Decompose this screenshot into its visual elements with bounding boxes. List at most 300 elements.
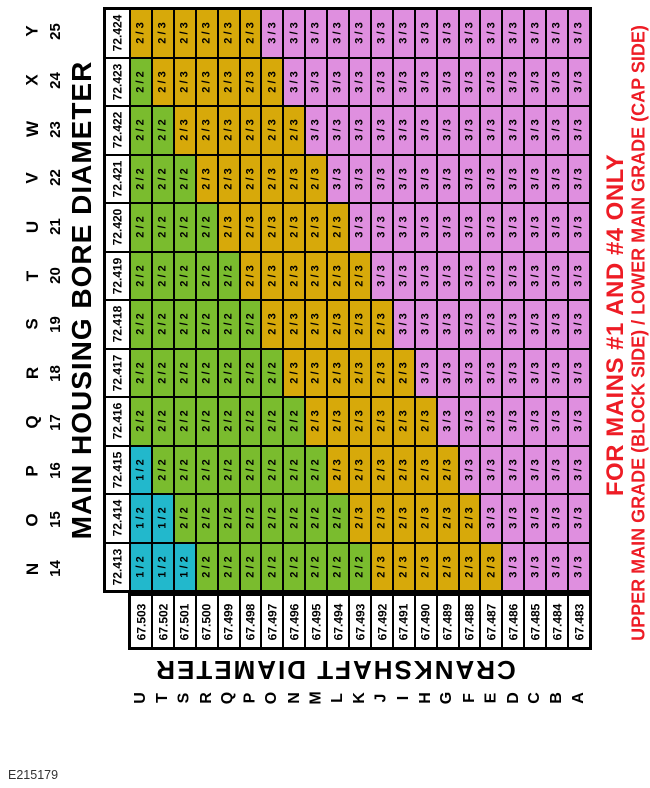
grade-cell-r6-c8-text: 2 / 3 [310,313,323,335]
grade-cell-r6-c17-text: 3 / 3 [507,313,520,335]
grade-cell-r9-c7-text: 2 / 2 [288,459,301,481]
crank-value-67.491-text: 67.491 [396,603,411,640]
grade-cell-r5-c11 [371,252,393,301]
grade-cell-r9-c10 [349,446,371,495]
grade-cell-r9-c11 [371,446,393,495]
bore-value-r8 [105,397,130,446]
bore-number-25 [42,7,68,56]
grade-cell-r4-c5-text: 2 / 3 [244,216,257,238]
grade-cell-r10-c10 [349,494,371,543]
grade-cell-r4-c20-text: 3 / 3 [573,216,586,238]
bore-value-r3-text: 72.421 [110,160,125,198]
crank-value-67.499-text: 67.499 [221,603,236,640]
grade-cell-r3-c20 [568,155,590,204]
grade-cell-r6-c19-text: 3 / 3 [551,313,564,335]
grade-cell-r0-c7-text: 3 / 3 [288,22,301,44]
grade-cell-r0-c20 [568,9,590,58]
grade-cell-r10-c16 [480,494,502,543]
bore-number-17 [42,398,68,447]
grade-cell-r6-c17 [502,300,524,349]
grade-cell-r4-c13-text: 3 / 3 [419,216,432,238]
crank-letter-H-text: H [416,692,434,704]
grade-cell-r10-c20 [568,494,590,543]
grade-cell-r5-c3 [196,252,218,301]
crank-letter-L-text: L [329,693,347,703]
grade-cell-r6-c18 [524,300,546,349]
grade-cell-r6-c16-text: 3 / 3 [485,313,498,335]
bore-letter-T-text: T [22,270,42,281]
crankshaft-letter-row [130,684,590,712]
grade-cell-r6-c8 [305,300,327,349]
grade-cell-r4-c9-text: 2 / 3 [332,216,345,238]
crank-value-67.492-text: 67.492 [374,603,389,640]
grade-cell-r5-c12-text: 3 / 3 [397,265,410,287]
grade-cell-r9-c18-text: 3 / 3 [529,459,542,481]
grade-cell-r8-c14-text: 3 / 3 [441,410,454,432]
grade-cell-r9-c19-text: 3 / 3 [551,459,564,481]
grade-cell-r5-c18-text: 3 / 3 [529,265,542,287]
grade-cell-r4-c15 [459,203,481,252]
grade-cell-r3-c7 [283,155,305,204]
grade-cell-r8-c4 [218,397,240,446]
bore-number-23 [42,105,68,154]
grade-cell-r5-c8-text: 2 / 3 [310,265,323,287]
grade-cell-r0-c12 [393,9,415,58]
grade-cell-r11-c9-text: 2 / 2 [332,556,345,578]
grade-cell-r9-c20 [568,446,590,495]
grade-cell-r11-c18 [524,543,546,592]
grade-cell-r3-c4-text: 2 / 3 [222,168,235,190]
grade-cell-r7-c12-text: 2 / 3 [397,362,410,384]
figure-id-label: E215179 [8,768,59,782]
grade-cell-r1-c14 [437,58,459,107]
grade-cell-r9-c5 [240,446,262,495]
grade-cell-r5-c11-text: 3 / 3 [375,265,388,287]
crank-value-67.490 [415,595,437,648]
grade-cell-r2-c3 [196,106,218,155]
grade-cell-r7-c0 [130,349,152,398]
grade-cell-r3-c18 [524,155,546,204]
grade-cell-r6-c2-text: 2 / 2 [178,313,191,335]
grade-cell-r4-c10-text: 3 / 3 [354,216,366,238]
grade-cell-r10-c8 [305,494,327,543]
grade-cell-r7-c19-text: 3 / 3 [551,362,564,384]
grade-cell-r2-c12-text: 3 / 3 [397,119,410,141]
grade-cell-r0-c5 [240,9,262,58]
grade-cell-r7-c20-text: 3 / 3 [573,362,586,384]
grade-cell-r0-c10 [349,9,371,58]
grade-cell-r11-c8 [305,543,327,592]
grade-cell-r9-c1-text: 2 / 2 [156,459,169,481]
grade-cell-r2-c19-text: 3 / 3 [551,119,564,141]
crank-value-67.490-text: 67.490 [418,603,433,640]
grade-cell-r2-c16-text: 3 / 3 [485,119,498,141]
grade-cell-r5-c6-text: 2 / 3 [266,265,279,287]
bore-value-r6-text: 72.418 [110,305,125,343]
bore-value-r0 [105,9,130,58]
grade-cell-r5-c5-text: 2 / 3 [244,265,257,287]
grade-cell-r5-c9 [327,252,349,301]
crank-value-67.491 [393,595,415,648]
grade-cell-r0-c17-text: 3 / 3 [507,22,520,44]
grade-cell-r7-c1-text: 2 / 2 [156,362,169,384]
grade-cell-r8-c2-text: 2 / 2 [178,410,191,432]
grade-cell-r2-c2 [174,106,196,155]
grade-cell-r9-c17 [502,446,524,495]
grade-cell-r9-c9-text: 2 / 3 [332,459,345,481]
grade-cell-r11-c3-text: 2 / 2 [200,556,213,578]
grade-cell-r3-c3 [196,155,218,204]
grade-cell-r7-c5-text: 2 / 2 [244,362,257,384]
grade-cell-r1-c0-text: 2 / 2 [134,71,147,93]
bore-value-r3 [105,155,130,204]
grade-cell-r5-c7-text: 2 / 3 [288,265,301,287]
grade-cell-r2-c3-text: 2 / 3 [200,119,213,141]
bore-value-r11 [105,543,130,592]
grade-cell-r1-c1 [152,58,174,107]
grade-cell-r3-c13-text: 3 / 3 [419,168,432,190]
grade-cell-r10-c6-text: 2 / 2 [266,507,279,529]
grade-cell-r6-c3 [196,300,218,349]
grade-cell-r4-c19-text: 3 / 3 [551,216,564,238]
grade-cell-r11-c3 [196,543,218,592]
grade-cell-r10-c17 [502,494,524,543]
grade-cell-r4-c8-text: 2 / 3 [310,216,323,238]
grade-cell-r3-c10-text: 3 / 3 [354,168,366,190]
grade-cell-r10-c19 [546,494,568,543]
bore-number-22-text: 22 [46,169,64,187]
grade-cell-r3-c9-text: 3 / 3 [332,168,345,190]
grade-cell-r9-c3-text: 2 / 2 [200,459,213,481]
grade-cell-r7-c17 [502,349,524,398]
grade-cell-r9-c14-text: 2 / 3 [441,459,454,481]
grade-cell-r2-c11 [371,106,393,155]
grade-cell-r10-c5-text: 2 / 2 [244,507,257,529]
grade-cell-r7-c9-text: 2 / 3 [332,362,345,384]
grade-cell-r3-c13 [415,155,437,204]
crank-value-67.492 [371,595,393,648]
grade-cell-r3-c6-text: 2 / 3 [266,168,279,190]
grade-cell-r7-c14-text: 3 / 3 [441,362,454,384]
grade-cell-r5-c19-text: 3 / 3 [551,265,564,287]
grade-cell-r2-c15 [459,106,481,155]
grade-cell-r9-c17-text: 3 / 3 [507,459,520,481]
grade-cell-r7-c20 [568,349,590,398]
grade-cell-r7-c6 [261,349,283,398]
grade-cell-r5-c2 [174,252,196,301]
grade-cell-r9-c16 [480,446,502,495]
crank-value-67.487-text: 67.487 [484,603,499,640]
bore-value-r2-text: 72.422 [110,111,125,149]
grade-cell-r3-c5 [240,155,262,204]
grade-cell-r7-c16-text: 3 / 3 [485,362,498,384]
grade-cell-r3-c20-text: 3 / 3 [573,168,586,190]
grade-cell-r2-c11-text: 3 / 3 [375,119,388,141]
grade-cell-r0-c13-text: 3 / 3 [419,22,432,44]
grade-cell-r5-c5 [240,252,262,301]
grade-cell-r3-c3-text: 2 / 3 [200,168,213,190]
grade-cell-r11-c1 [152,543,174,592]
grade-cell-r5-c0-text: 2 / 2 [134,265,147,287]
grade-cell-r11-c7 [283,543,305,592]
crank-value-67.495 [305,595,327,648]
grade-cell-r7-c0-text: 2 / 2 [134,362,147,384]
bore-value-r4 [105,203,130,252]
grade-cell-r11-c11-text: 2 / 3 [375,556,388,578]
crank-value-67.493-text: 67.493 [352,603,367,640]
grade-cell-r11-c16-text: 2 / 3 [485,556,498,578]
grade-cell-r8-c4-text: 2 / 2 [222,410,235,432]
grade-cell-r0-c11-text: 3 / 3 [375,22,388,44]
bore-number-21 [42,202,68,251]
grade-cell-r0-c14-text: 3 / 3 [441,22,454,44]
grade-cell-r8-c12-text: 2 / 3 [397,410,410,432]
grade-cell-r0-c6-text: 3 / 3 [266,22,279,44]
grade-cell-r8-c7 [283,397,305,446]
grade-cell-r3-c5-text: 2 / 3 [244,168,257,190]
grade-cell-r5-c18 [524,252,546,301]
grade-cell-r10-c1-text: 1 / 2 [156,507,169,529]
crank-letter-C-text: C [526,692,544,704]
grade-cell-r9-c4 [218,446,240,495]
grade-cell-r0-c11 [371,9,393,58]
grade-cell-r9-c9 [327,446,349,495]
grade-cell-r9-c0 [130,446,152,495]
grade-cell-r10-c6 [261,494,283,543]
crank-value-67.498-text: 67.498 [243,603,258,640]
grade-cell-r7-c17-text: 3 / 3 [507,362,520,384]
grade-cell-r1-c5 [240,58,262,107]
grade-cell-r9-c1 [152,446,174,495]
crank-letter-I [393,684,415,712]
grade-cell-r6-c5-text: 2 / 2 [244,313,257,335]
grade-cell-r1-c19 [546,58,568,107]
grade-cell-r2-c2-text: 2 / 3 [178,119,191,141]
grade-cell-r5-c16 [480,252,502,301]
grade-cell-r7-c7 [283,349,305,398]
grade-cell-r2-c18 [524,106,546,155]
crank-letter-S [174,684,196,712]
grade-cell-r8-c2 [174,397,196,446]
grade-cell-r3-c8-text: 2 / 3 [310,168,323,190]
grade-cell-r4-c14 [437,203,459,252]
bore-value-r10-text: 72.414 [110,499,125,537]
grade-cell-r3-c15 [459,155,481,204]
grade-cell-r1-c4 [218,58,240,107]
bore-number-21-text: 21 [46,218,64,236]
grade-cell-r0-c0-text: 2 / 3 [134,22,147,44]
grade-cell-r5-c12 [393,252,415,301]
crank-value-67.487 [480,595,502,648]
grade-cell-r11-c4 [218,543,240,592]
grade-cell-r2-c9 [327,106,349,155]
grade-cell-r4-c7 [283,203,305,252]
grade-cell-r5-c8 [305,252,327,301]
grade-cell-r7-c4 [218,349,240,398]
grade-cell-r9-c11-text: 2 / 3 [375,459,388,481]
grade-cell-r4-c19 [546,203,568,252]
grade-cell-r10-c2 [174,494,196,543]
grade-cell-r5-c20-text: 3 / 3 [573,265,586,287]
grade-cell-r2-c13 [415,106,437,155]
crankshaft-diameter-title: CRANKSHAFT DIAMETER [154,655,516,685]
grade-cell-r1-c2-text: 2 / 3 [178,71,191,93]
grade-cell-r1-c13 [415,58,437,107]
grade-cell-r1-c11 [371,58,393,107]
bore-value-r5 [105,252,130,301]
grade-cell-r3-c16-text: 3 / 3 [485,168,498,190]
mains-note-text: FOR MAINS #1 AND #4 ONLY [602,153,629,497]
grade-cell-r8-c12 [393,397,415,446]
grade-cell-r7-c8 [305,349,327,398]
grade-cell-r1-c14-text: 3 / 3 [441,71,454,93]
bore-number-16-text: 16 [46,462,64,480]
grade-cell-r0-c2 [174,9,196,58]
grade-cell-r7-c5 [240,349,262,398]
grade-cell-r0-c19 [546,9,568,58]
grade-cell-r8-c9-text: 2 / 3 [332,410,345,432]
grade-cell-r0-c4-text: 2 / 3 [222,22,235,44]
grade-cell-r10-c1 [152,494,174,543]
grade-cell-r1-c19-text: 3 / 3 [551,71,564,93]
bore-number-18-text: 18 [46,364,64,382]
grade-cell-r3-c17-text: 3 / 3 [507,168,520,190]
bore-letter-U-text: U [23,220,42,233]
grade-cell-r2-c14-text: 3 / 3 [441,119,454,141]
grade-cell-r1-c10 [349,58,371,107]
grade-cell-r4-c10 [349,203,371,252]
grade-cell-r8-c13-text: 2 / 3 [419,410,432,432]
grade-cell-r11-c17 [502,543,524,592]
grade-cell-r4-c15-text: 3 / 3 [463,216,476,238]
grade-cell-r7-c10 [349,349,371,398]
grade-cell-r9-c3 [196,446,218,495]
grade-cell-r3-c7-text: 2 / 3 [288,168,301,190]
bore-value-r1 [105,58,130,107]
grade-cell-r0-c13 [415,9,437,58]
grade-cell-r3-c0 [130,155,152,204]
crank-letter-J-text: J [372,693,390,703]
grade-cell-r3-c16 [480,155,502,204]
grade-cell-r1-c9-text: 3 / 3 [332,71,345,93]
crank-letter-S-text: S [175,692,193,704]
grade-cell-r0-c0 [130,9,152,58]
crank-letter-O [261,684,283,712]
crank-value-67.494-text: 67.494 [331,603,346,640]
grade-cell-r1-c17 [502,58,524,107]
grade-cell-r11-c5-text: 2 / 2 [244,556,257,578]
grade-cell-r11-c19 [546,543,568,592]
grade-cell-r11-c20 [568,543,590,592]
grade-cell-r1-c18 [524,58,546,107]
grade-cell-r2-c7-text: 2 / 3 [288,119,301,141]
grade-cell-r8-c14 [437,397,459,446]
grade-cell-r7-c19 [546,349,568,398]
crank-value-67.501 [174,595,196,648]
grade-cell-r9-c18 [524,446,546,495]
grade-cell-r6-c19 [546,300,568,349]
grade-cell-r9-c8 [305,446,327,495]
grade-cell-r6-c10-text: 2 / 3 [354,313,366,335]
grade-cell-r4-c9 [327,203,349,252]
crank-value-67.483-text: 67.483 [572,603,587,640]
grade-cell-r3-c2-text: 2 / 2 [178,168,191,190]
crank-value-67.485-text: 67.485 [528,603,543,640]
grade-cell-r1-c1-text: 2 / 3 [156,71,169,93]
main-housing-bore-diameter-title: MAIN HOUSING BORE DIAMETER [66,60,97,540]
crank-value-67.489-text: 67.489 [440,603,455,640]
grade-cell-r5-c15 [459,252,481,301]
grade-cell-r5-c17-text: 3 / 3 [507,265,520,287]
grade-cell-r2-c13-text: 3 / 3 [419,119,432,141]
grade-cell-r1-c8-text: 3 / 3 [310,71,323,93]
crank-value-67.502-text: 67.502 [155,603,170,640]
grade-cell-r4-c3-text: 2 / 2 [200,216,213,238]
grade-cell-r11-c5 [240,543,262,592]
grade-cell-r7-c2 [174,349,196,398]
crank-letter-T [152,684,174,712]
bore-letter-P-text: P [23,465,42,477]
grade-cell-r2-c8-text: 3 / 3 [310,119,323,141]
grade-cell-r2-c4 [218,106,240,155]
bore-number-14 [42,544,68,593]
crank-letter-M-text: M [307,691,325,705]
grade-cell-r3-c19-text: 3 / 3 [551,168,564,190]
grade-cell-r0-c18 [524,9,546,58]
grade-cell-r8-c20-text: 3 / 3 [573,410,586,432]
crank-value-67.500-text: 67.500 [199,603,214,640]
grade-cell-r11-c14-text: 2 / 3 [441,556,454,578]
crank-value-67.503 [130,595,152,648]
grade-cell-r8-c17-text: 3 / 3 [507,410,520,432]
grade-cell-r3-c18-text: 3 / 3 [529,168,542,190]
grade-cell-r5-c13-text: 3 / 3 [419,265,432,287]
crank-letter-D-text: D [504,692,522,704]
crank-letter-R-text: R [197,692,215,704]
grade-cell-r11-c6 [261,543,283,592]
grade-cell-r4-c18 [524,203,546,252]
crank-letter-K-text: K [350,692,368,704]
grade-cell-r3-c12 [393,155,415,204]
grade-cell-r10-c0 [130,494,152,543]
crank-letter-H [415,684,437,712]
crank-letter-U [130,684,152,712]
grade-cell-r2-c0-text: 2 / 2 [134,119,147,141]
grade-cell-r6-c4-text: 2 / 2 [222,313,235,335]
grade-cell-r1-c9 [327,58,349,107]
grade-cell-r10-c3-text: 2 / 2 [200,507,213,529]
bore-number-19-text: 19 [46,316,64,333]
grade-cell-r5-c19 [546,252,568,301]
grade-cell-r11-c11 [371,543,393,592]
grade-cell-r6-c9-text: 2 / 3 [332,313,345,335]
crank-letter-T-text: T [153,693,171,703]
bore-number-19 [42,300,68,349]
grade-cell-r1-c15-text: 3 / 3 [463,71,476,93]
bore-letter-Q-text: Q [22,415,42,429]
grade-cell-r7-c16 [480,349,502,398]
grade-cell-r8-c3-text: 2 / 2 [200,410,213,432]
grade-cell-r1-c6-text: 2 / 3 [266,71,279,93]
grade-cell-r2-c19 [546,106,568,155]
crank-letter-I-text: I [394,695,412,701]
grade-cell-r10-c15 [459,494,481,543]
bore-number-22 [42,153,68,202]
grade-cell-r7-c1 [152,349,174,398]
crank-letter-P [240,684,262,712]
grade-cell-r8-c0 [130,397,152,446]
grade-cell-r2-c15-text: 3 / 3 [463,119,476,141]
